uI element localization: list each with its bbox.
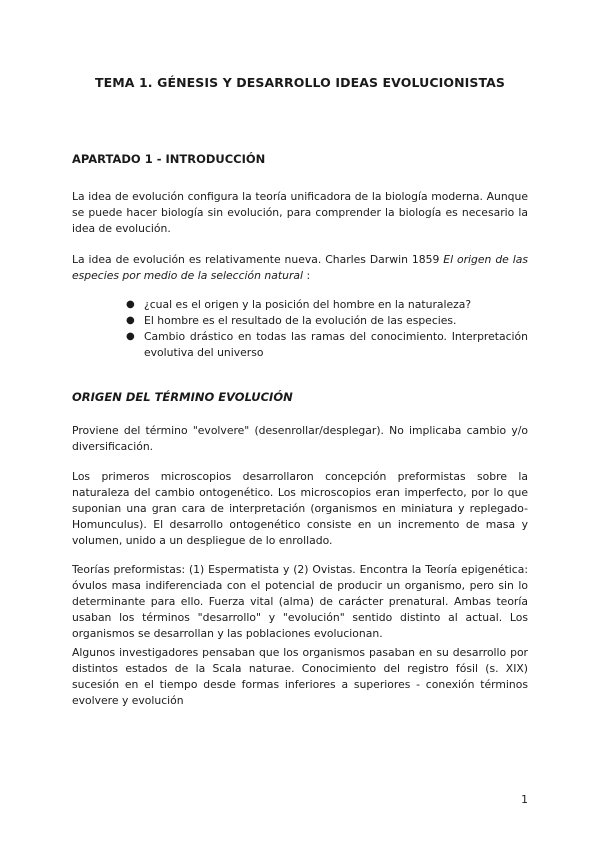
bullet-icon: ● [126, 331, 135, 342]
intro-paragraph: La idea de evolución configura la teoría unificadora de la biología moderna. Aunque se puede hacer biología sin evolución, para comprender la biología es necesario la idea de evolución. [72, 190, 528, 235]
list-item-text: Cambio drástico en todas las ramas del conocimiento. Interpretación evolutiva del universo [144, 330, 528, 359]
darwin-paragraph [72, 252, 528, 284]
page-number: 1 [521, 793, 528, 806]
list-item-text: El hombre es el resultado de la evolución de las especies. [144, 314, 457, 327]
paragraph: Los primeros microscopios desarrollaron concepción preformistas sobre la naturaleza del cambio ontogenético. Los microscopios eran imperfecto, por lo que suponian una gran cara de interpretación (organismos en miniatura y replegado- Homunculus). El desarrollo ontogenético consiste en un incremento de masa y volumen, unido a un despliegue de lo enrollado. [72, 470, 528, 547]
list-item [126, 313, 528, 329]
section-heading: APARTADO 1 - INTRODUCCIÓN [72, 152, 266, 166]
darwin-paragraph-suffix: : [303, 269, 311, 282]
list-item-text: ¿cual es el origen y la posición del hombre en la naturaleza? [144, 298, 472, 311]
paragraph: Algunos investigadores pensaban que los organismos pasaban en su desarrollo por distintos estados de la Scala naturae. Conocimiento del registro fósil (s. XIX) sucesión en el tiempo desde formas inferiores a superiores - conexión términos evolvere y evolución [72, 646, 528, 707]
book-title: El origen de las especies por medio de la selección natural [72, 253, 528, 282]
bullet-icon: ● [126, 299, 135, 310]
bullet-icon: ● [126, 315, 135, 326]
bullet-list [126, 297, 528, 361]
paragraph: Proviene del término "evolvere" (desenrollar/desplegar). No implicaba cambio y/o diversificación. [72, 424, 528, 453]
paragraph: Teorías preformistas: (1) Espermatista y (2) Ovistas. Encontra la Teoría epigenética: óvulos masa indiferenciada con el potencial de producir un organismo, pero sin lo determinante para ello. Fuerza vital (alma) de carácter prenatural. Ambas teoría usaban los términos "desarrollo" y "evolución" sentido distinto al actual. Los organismos se desarrollan y las poblaciones evolucionan. [72, 563, 528, 640]
darwin-paragraph-text: La idea de evolución es relativamente nueva. Charles Darwin 1859 [72, 253, 444, 266]
page-title: TEMA 1. GÉNESIS Y DESARROLLO IDEAS EVOLUCIONISTAS [94, 75, 506, 90]
list-item [126, 297, 528, 313]
list-item [126, 329, 528, 361]
subheading: ORIGEN DEL TÉRMINO EVOLUCIÓN [72, 390, 293, 404]
